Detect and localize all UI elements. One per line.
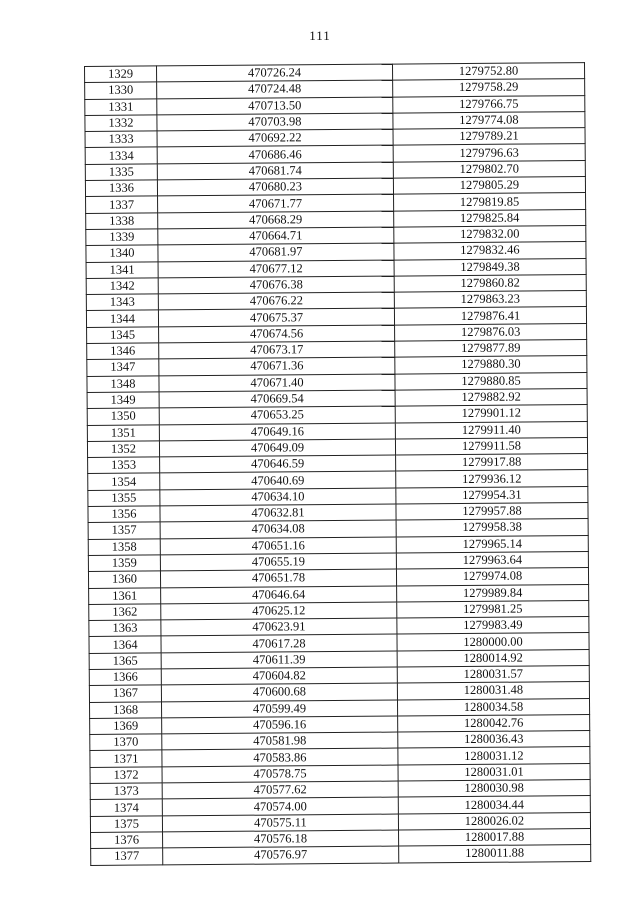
y-coordinate-cell: 1279766.75 [393, 95, 585, 113]
point-number-cell: 1329 [85, 66, 157, 83]
y-coordinate-cell: 1279880.85 [395, 372, 587, 390]
x-coordinate-cell: 470653.25 [159, 406, 395, 424]
x-coordinate-cell: 470649.09 [159, 439, 395, 457]
x-coordinate-cell: 470676.38 [158, 276, 394, 294]
y-coordinate-cell: 1279876.41 [394, 307, 586, 325]
x-coordinate-cell: 470596.16 [162, 716, 398, 734]
point-number-cell: 1341 [86, 261, 158, 278]
x-coordinate-cell: 470655.19 [160, 553, 396, 571]
x-coordinate-cell: 470703.98 [157, 113, 393, 131]
point-number-cell: 1334 [85, 147, 157, 164]
x-coordinate-cell: 470623.91 [161, 618, 397, 636]
point-number-cell: 1339 [86, 229, 158, 246]
y-coordinate-cell: 1280042.76 [398, 714, 590, 732]
point-number-cell: 1351 [87, 424, 159, 441]
point-number-cell: 1368 [89, 701, 161, 718]
y-coordinate-cell: 1279832.00 [394, 226, 586, 244]
y-coordinate-cell: 1279877.89 [395, 340, 587, 358]
point-number-cell: 1366 [89, 669, 161, 686]
x-coordinate-cell: 470578.75 [162, 765, 398, 783]
y-coordinate-cell: 1280000.00 [397, 633, 589, 651]
y-coordinate-cell: 1280014.92 [397, 649, 589, 667]
point-number-cell: 1336 [85, 180, 157, 197]
x-coordinate-cell: 470575.11 [162, 814, 398, 832]
point-number-cell: 1331 [85, 99, 157, 116]
x-coordinate-cell: 470681.74 [157, 162, 393, 180]
x-coordinate-cell: 470576.18 [163, 830, 399, 848]
y-coordinate-cell: 1279832.46 [394, 242, 586, 260]
x-coordinate-cell: 470574.00 [162, 797, 398, 815]
x-coordinate-cell: 470617.28 [161, 634, 397, 652]
x-coordinate-cell: 470681.97 [158, 243, 394, 261]
point-number-cell: 1354 [88, 473, 160, 490]
y-coordinate-cell: 1279989.84 [397, 584, 589, 602]
y-coordinate-cell: 1279789.21 [393, 128, 585, 146]
y-coordinate-cell: 1279849.38 [394, 258, 586, 276]
point-number-cell: 1365 [89, 653, 161, 670]
table-row [91, 845, 591, 865]
point-number-cell: 1372 [90, 767, 162, 784]
point-number-cell: 1352 [87, 441, 159, 458]
x-coordinate-cell: 470634.08 [160, 520, 396, 538]
point-number-cell: 1335 [85, 164, 157, 181]
x-coordinate-cell: 470611.39 [161, 651, 397, 669]
x-coordinate-cell: 470676.22 [158, 292, 394, 310]
point-number-cell: 1374 [90, 799, 162, 816]
y-coordinate-cell: 1279983.49 [397, 617, 589, 635]
point-number-cell: 1342 [86, 278, 158, 295]
point-number-cell: 1355 [88, 490, 160, 507]
point-number-cell: 1356 [88, 506, 160, 523]
y-coordinate-cell: 1279796.63 [393, 144, 585, 162]
y-coordinate-cell: 1279758.29 [393, 79, 585, 97]
y-coordinate-cell: 1280026.02 [398, 812, 590, 830]
point-number-cell: 1362 [89, 604, 161, 621]
point-number-cell: 1377 [91, 848, 163, 865]
point-number-cell: 1338 [86, 213, 158, 230]
point-number-cell: 1376 [91, 832, 163, 849]
coordinates-table-body [85, 63, 591, 865]
x-coordinate-cell: 470692.22 [157, 129, 393, 147]
y-coordinate-cell: 1279965.14 [396, 535, 588, 553]
y-coordinate-cell: 1279880.30 [395, 356, 587, 374]
point-number-cell: 1358 [88, 539, 160, 556]
y-coordinate-cell: 1280031.48 [397, 682, 589, 700]
x-coordinate-cell: 470668.29 [158, 211, 394, 229]
point-number-cell: 1359 [88, 555, 160, 572]
x-coordinate-cell: 470640.69 [160, 471, 396, 489]
y-coordinate-cell: 1280034.58 [397, 698, 589, 716]
point-number-cell: 1361 [89, 587, 161, 604]
point-number-cell: 1347 [87, 359, 159, 376]
x-coordinate-cell: 470576.97 [163, 846, 399, 864]
x-coordinate-cell: 470634.10 [160, 488, 396, 506]
point-number-cell: 1357 [88, 522, 160, 539]
x-coordinate-cell: 470632.81 [160, 504, 396, 522]
point-number-cell: 1375 [90, 816, 162, 833]
x-coordinate-cell: 470726.24 [157, 64, 393, 82]
point-number-cell: 1332 [85, 115, 157, 132]
y-coordinate-cell: 1279963.64 [396, 551, 588, 569]
x-coordinate-cell: 470724.48 [157, 80, 393, 98]
point-number-cell: 1343 [86, 294, 158, 311]
y-coordinate-cell: 1279752.80 [392, 63, 584, 81]
x-coordinate-cell: 470646.64 [161, 586, 397, 604]
y-coordinate-cell: 1279901.12 [395, 405, 587, 423]
point-number-cell: 1349 [87, 392, 159, 409]
x-coordinate-cell: 470604.82 [161, 667, 397, 685]
x-coordinate-cell: 470671.36 [159, 357, 395, 375]
y-coordinate-cell: 1279911.40 [395, 421, 587, 439]
point-number-cell: 1364 [89, 636, 161, 653]
point-number-cell: 1337 [86, 196, 158, 213]
x-coordinate-cell: 470669.54 [159, 390, 395, 408]
x-coordinate-cell: 470577.62 [162, 781, 398, 799]
coordinates-table-wrapper [84, 62, 591, 865]
point-number-cell: 1360 [88, 571, 160, 588]
coordinates-table [84, 62, 591, 865]
x-coordinate-cell: 470713.50 [157, 97, 393, 115]
point-number-cell: 1340 [86, 245, 158, 262]
x-coordinate-cell: 470674.56 [159, 325, 395, 343]
point-number-cell: 1367 [89, 685, 161, 702]
x-coordinate-cell: 470646.59 [160, 455, 396, 473]
y-coordinate-cell: 1280017.88 [399, 828, 591, 846]
x-coordinate-cell: 470581.98 [162, 732, 398, 750]
x-coordinate-cell: 470664.71 [158, 227, 394, 245]
y-coordinate-cell: 1280031.12 [398, 747, 590, 765]
page-number: 111 [309, 28, 331, 43]
x-coordinate-cell: 470677.12 [158, 260, 394, 278]
y-coordinate-cell: 1280036.43 [398, 731, 590, 749]
y-coordinate-cell: 1279825.84 [394, 209, 586, 227]
point-number-cell: 1370 [90, 734, 162, 751]
point-number-cell: 1344 [86, 310, 158, 327]
y-coordinate-cell: 1279774.08 [393, 111, 585, 129]
x-coordinate-cell: 470649.16 [159, 423, 395, 441]
x-coordinate-cell: 470625.12 [161, 602, 397, 620]
y-coordinate-cell: 1280031.01 [398, 763, 590, 781]
x-coordinate-cell: 470673.17 [159, 341, 395, 359]
x-coordinate-cell: 470675.37 [158, 309, 394, 327]
y-coordinate-cell: 1279805.29 [393, 177, 585, 195]
point-number-cell: 1350 [87, 408, 159, 425]
point-number-cell: 1373 [90, 783, 162, 800]
x-coordinate-cell: 470686.46 [157, 146, 393, 164]
x-coordinate-cell: 470680.23 [157, 178, 393, 196]
y-coordinate-cell: 1279917.88 [396, 454, 588, 472]
y-coordinate-cell: 1279819.85 [394, 193, 586, 211]
y-coordinate-cell: 1279936.12 [396, 470, 588, 488]
y-coordinate-cell: 1279957.88 [396, 503, 588, 521]
y-coordinate-cell: 1280034.44 [398, 796, 590, 814]
point-number-cell: 1353 [88, 457, 160, 474]
y-coordinate-cell: 1280031.57 [397, 666, 589, 684]
x-coordinate-cell: 470651.16 [160, 537, 396, 555]
point-number-cell: 1333 [85, 131, 157, 148]
y-coordinate-cell: 1279876.03 [395, 323, 587, 341]
y-coordinate-cell: 1279974.08 [396, 568, 588, 586]
y-coordinate-cell: 1279860.82 [394, 274, 586, 292]
y-coordinate-cell: 1279911.58 [395, 437, 587, 455]
y-coordinate-cell: 1280011.88 [399, 845, 591, 863]
point-number-cell: 1348 [87, 376, 159, 393]
x-coordinate-cell: 470600.68 [161, 683, 397, 701]
x-coordinate-cell: 470651.78 [160, 569, 396, 587]
y-coordinate-cell: 1279882.92 [395, 388, 587, 406]
y-coordinate-cell: 1279981.25 [397, 600, 589, 618]
y-coordinate-cell: 1279802.70 [393, 160, 585, 178]
x-coordinate-cell: 470671.77 [158, 194, 394, 212]
y-coordinate-cell: 1279863.23 [394, 291, 586, 309]
point-number-cell: 1371 [90, 750, 162, 767]
point-number-cell: 1330 [85, 82, 157, 99]
point-number-cell: 1369 [90, 718, 162, 735]
point-number-cell: 1363 [89, 620, 161, 637]
x-coordinate-cell: 470583.86 [162, 749, 398, 767]
x-coordinate-cell: 470599.49 [161, 700, 397, 718]
point-number-cell: 1345 [87, 327, 159, 344]
y-coordinate-cell: 1279958.38 [396, 519, 588, 537]
y-coordinate-cell: 1280030.98 [398, 780, 590, 798]
point-number-cell: 1346 [87, 343, 159, 360]
y-coordinate-cell: 1279954.31 [396, 486, 588, 504]
x-coordinate-cell: 470671.40 [159, 374, 395, 392]
